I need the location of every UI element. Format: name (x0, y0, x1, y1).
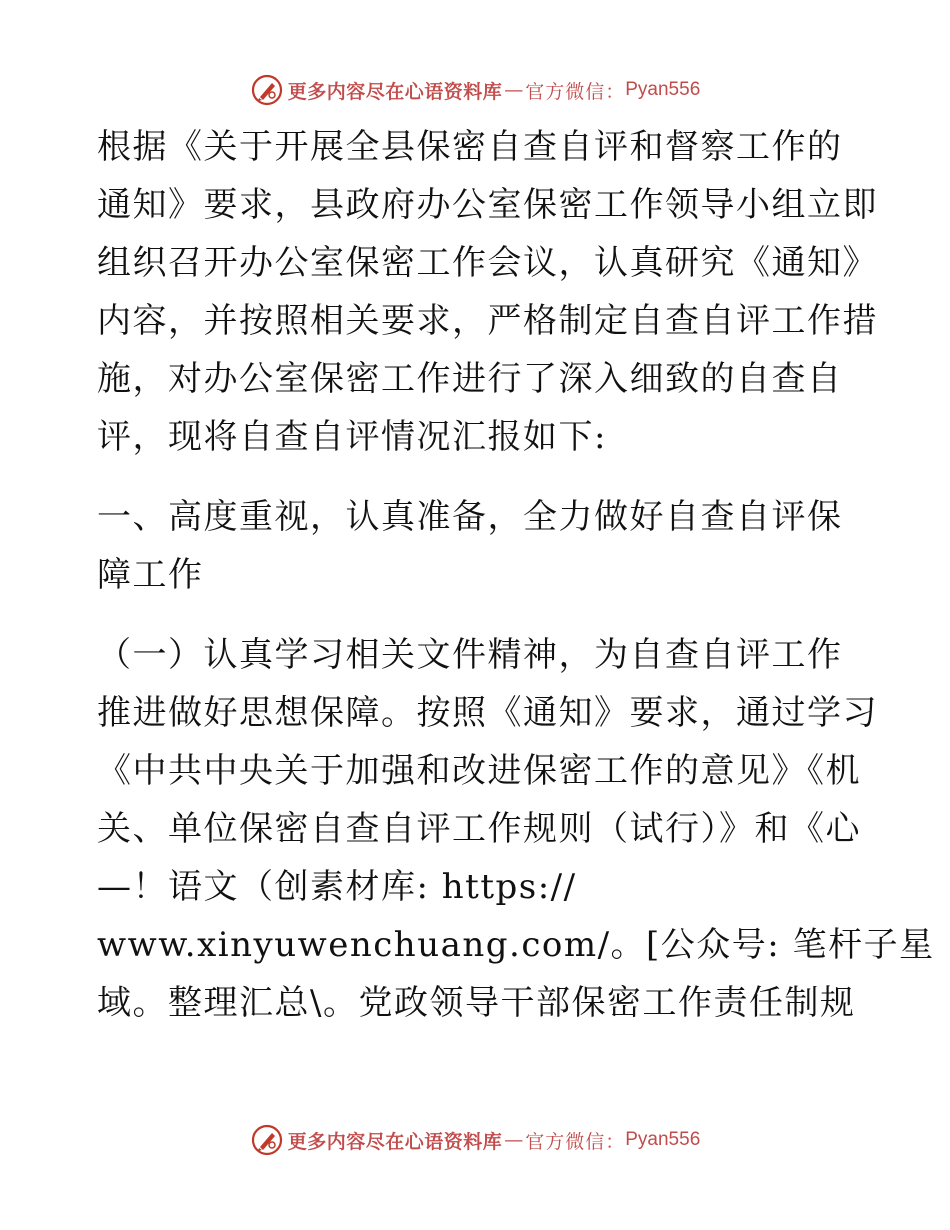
text-line: 评，现将自查自评情况汇报如下: (97, 417, 607, 457)
text-line: 一、高度重视，认真准备，全力做好自查自评保 (97, 497, 843, 537)
text-line: 通知》要求，县政府办公室保密工作领导小组立即 (97, 185, 878, 225)
text-line: 根据《关于开展全县保密自查自评和督察工作的 (97, 127, 843, 167)
footer-watermark (0, 1120, 950, 1160)
pen-logo-icon (250, 73, 284, 107)
watermark-separator: — (504, 79, 524, 101)
text-line: 内容，并按照相关要求，严格制定自查自评工作措 (97, 301, 878, 341)
paragraph-gap (97, 608, 857, 630)
text-line: 域。整理汇总\。党政领导干部保密工作责任制规 (97, 983, 856, 1023)
section-heading-1 (97, 492, 857, 608)
watermark-group (250, 73, 701, 107)
pen-logo-icon (250, 1123, 284, 1157)
text-line: www.xinyuwenchuang.com/。[公众号: 笔杆子星 (97, 925, 935, 965)
text-line: —！语文（创素材库: https:// (97, 867, 577, 907)
watermark-wechat-id: Pyan556 (625, 1129, 701, 1150)
text-line: 障工作 (97, 555, 204, 595)
paragraph-subsection-1 (97, 630, 935, 1036)
text-line: 组织召开办公室保密工作会议，认真研究《通知》 (97, 243, 878, 283)
paragraph-intro (97, 122, 878, 470)
watermark-separator: — (504, 1129, 524, 1151)
text-line: 《中共中央关于加强和改进保密工作的意见》《机 (97, 751, 861, 791)
text-line: 推进做好思想保障。按照《通知》要求，通过学习 (97, 693, 878, 733)
text-line: （一）认真学习相关文件精神，为自查自评工作 (97, 635, 843, 675)
watermark-wechat-id: Pyan556 (625, 79, 701, 100)
watermark-wechat-label: 官方微信： (525, 1130, 626, 1153)
paragraph-gap (97, 470, 857, 492)
document-body (97, 122, 935, 1036)
watermark-wechat-label: 官方微信： (525, 80, 626, 103)
watermark-main-text: 更多内容尽在心语资料库 (287, 1130, 503, 1153)
text-line: 施，对办公室保密工作进行了深入细致的自查自 (97, 359, 843, 399)
text-line: 关、单位保密自查自评工作规则（试行）》和《心 (97, 809, 861, 849)
header-watermark (0, 70, 950, 110)
watermark-main-text: 更多内容尽在心语资料库 (287, 80, 503, 103)
watermark-group (250, 1123, 701, 1157)
